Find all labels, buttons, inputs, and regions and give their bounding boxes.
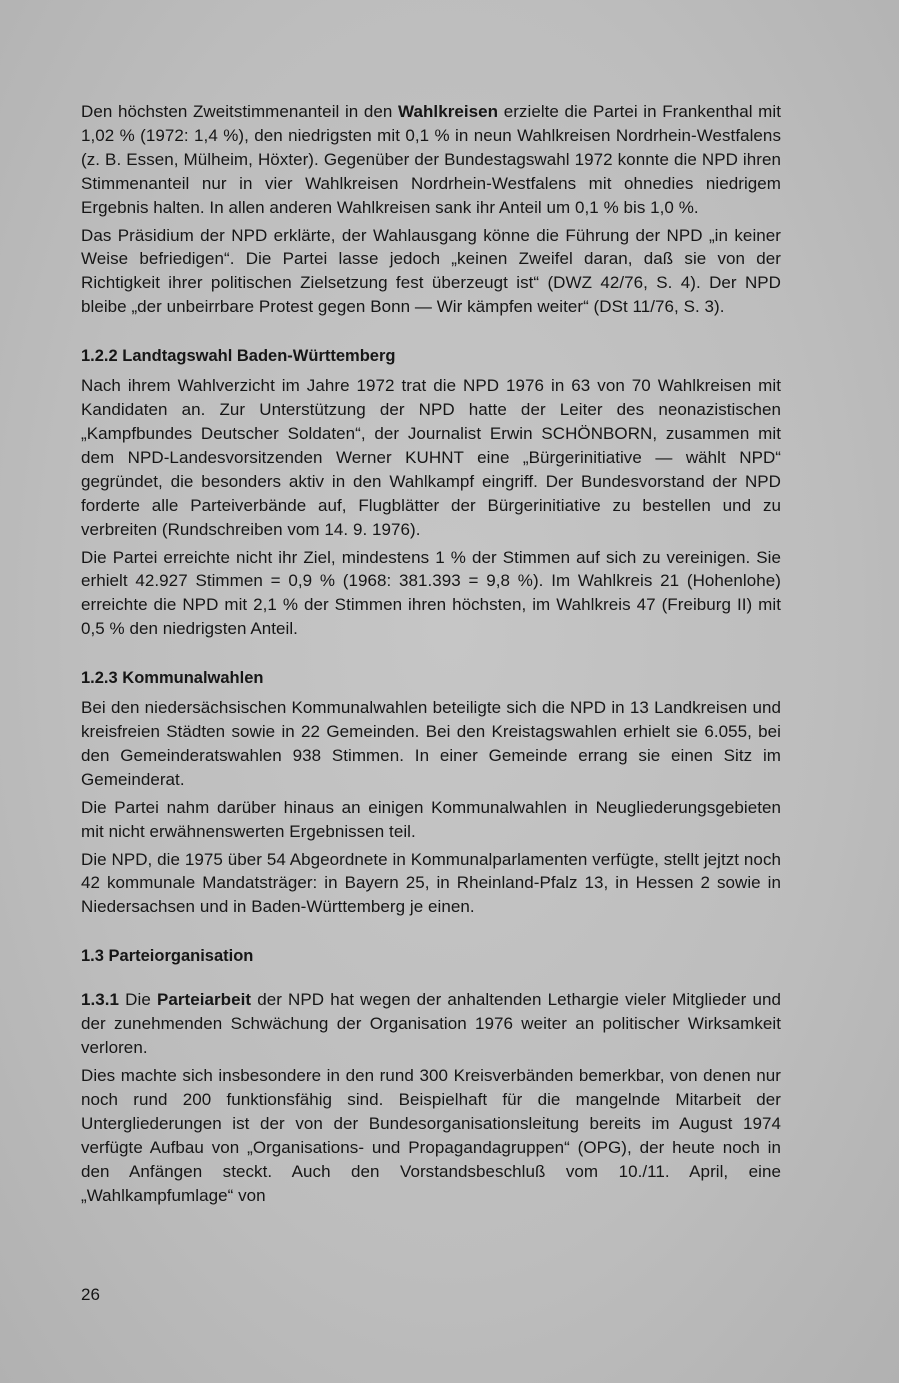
paragraph-kreisverbaende: Dies machte sich insbesondere in den rund 300 Kreisverbänden bemerkbar, von denen nur noch rund 200 funktionsfähig sind. Beispielhaft für die mangelnde Mitarbeit der Untergliederungen ist der von der Bundesorganisationsleitung bereits im August 1974 verfügte Aufbau von „Organisations- und Propagandagruppen“ (OPG), der heute noch in den Anfängen steckt. Auch den Vorstandsbeschluß vom 10./11. April, eine „Wahlkampfumlage“ von [81, 1066, 781, 1205]
text-span: der NPD hat wegen der anhaltenden Lethargie vieler Mitglieder und der zunehmenden Schwächung der Organisation 1976 weiter an politischer Wirksamkeit verloren. [81, 990, 781, 1058]
paragraph-mandatstraeger: Die NPD, die 1975 über 54 Abgeordnete in Kommunalparlamenten verfügte, stellt jejtzt noch 42 kommunale Mandatsträger: in Bayern 25, in Rheinland-Pfalz 13, in Hessen 2 sowie in Niedersachsen und in Baden-Württemberg je einen. [81, 849, 781, 917]
heading-kommunalwahlen: 1.2.3 Kommunalwahlen [81, 669, 264, 688]
section-number: 1.3.1 [81, 990, 120, 1010]
bold-term: Parteiarbeit [156, 990, 252, 1010]
page-number: 26 [81, 1285, 100, 1304]
page-content [81, 100, 781, 1211]
paragraph-praesidium: Das Präsidium der NPD erklärte, der Wahlausgang könne die Führung der NPD „in keiner Weise befriedigen“. Die Partei lasse jedoch „keinen Zweifel daran, daß sie von der Richtigkeit ihrer politischen Zielsetzung fest überzeugt ist“ (DWZ 42/76, S. 4). Der NPD bleibe „der unbeirrbare Protest gegen Bonn — Wir kämpfen weiter“ (DSt 11/76, S. 3). [81, 225, 781, 317]
paragraph-neugliederung: Die Partei nahm darüber hinaus an einigen Kommunalwahlen in Neugliederungsgebieten mit nicht erwähnenswerten Ergebnissen teil. [81, 797, 781, 841]
paragraph-wahlverzicht: Nach ihrem Wahlverzicht im Jahre 1972 trat die NPD 1976 in 63 von 70 Wahlkreisen mit Kandidaten an. Zur Unterstützung der NPD hatte der Leiter des neonazistischen „Kampfbundes Deutscher Soldaten“, der Journalist Erwin SCHÖNBORN, zusammen mit dem NPD-Landesvorsitzenden Werner KUHNT eine „Bürgerinitiative — wählt NPD“ gegründet, die besonders aktiv in den Wahlkampf eingriff. Der Bundesvorstand der NPD forderte alle Parteiverbände auf, Flugblätter der Bürgerinitiative zu bestellen und zu verbreiten (Rundschreiben vom 14. 9. 1976). [81, 376, 781, 539]
bold-term: Wahlkreisen [398, 102, 499, 121]
text-span: erzielte die Partei in Frankenthal mit 1,02 % (1972: 1,4 %), den niedrigsten mit 0,1 % in neun Wahlkreisen Nordrhein-Westfalens (z. B. Essen, Mülheim, Höxter). Gegenüber der Bundestagswahl 1972 konnte die NPD ihren Stimmenanteil nur in vier Wahlkreisen Nordrhein-Westfalens mit ohnedies niedrigem Ergebnis halten. In allen anderen Wahlkreisen sank ihr Anteil um 0,1 % bis 1,0 %. [81, 102, 781, 217]
paragraph-wahlkreise [81, 100, 781, 220]
paragraph-ziel: Die Partei erreichte nicht ihr Ziel, mindestens 1 % der Stimmen auf sich zu vereinigen. Sie erhielt 42.927 Stimmen = 0,9 % (1968: 381.393 = 9,8 %). Im Wahlkreis 21 (Hohenlohe) erreichte die NPD mit 2,1 % der Stimmen ihren höchsten, im Wahlkreis 47 (Freiburg II) mit 0,5 % den niedrigsten Anteil. [81, 547, 781, 639]
text-span: Den höchsten Zweitstimmenanteil in den [81, 102, 399, 121]
heading-landtagswahl-bw: 1.2.2 Landtagswahl Baden-Württemberg [81, 347, 396, 366]
text-span: Die [119, 990, 157, 1010]
paragraph-niedersachsen: Bei den niedersächsischen Kommunalwahlen beteiligte sich die NPD in 13 Landkreisen und kreisfreien Städten sowie in 22 Gemeinden. Bei den Kreistagswahlen erhielt sie 6.055, bei den Gemeinderatswahlen 938 Stimmen. In einer Gemeinde errang sie einen Sitz im Gemeinderat. [81, 698, 781, 789]
paragraph-parteiarbeit [81, 988, 781, 1060]
heading-parteiorganisation: 1.3 Parteiorganisation [81, 947, 254, 966]
